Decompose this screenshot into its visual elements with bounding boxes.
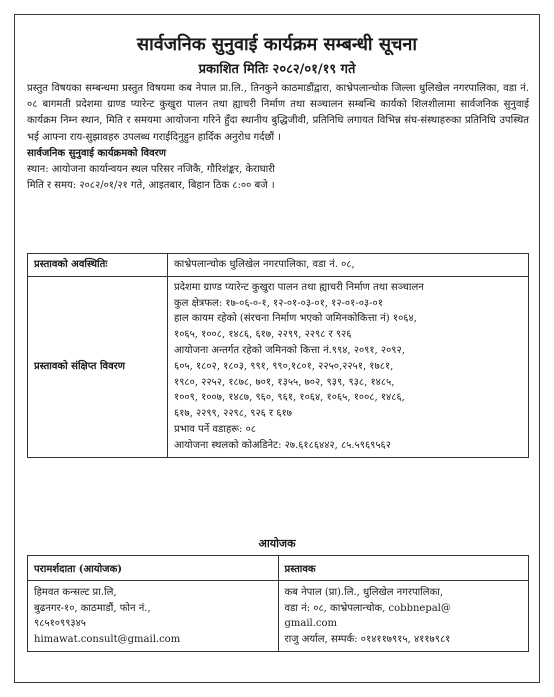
location-label: प्रस्तावको अवस्थितिः xyxy=(28,254,168,277)
consultant-line: हिमवत कन्सल्ट प्रा.लि, xyxy=(34,587,117,598)
summary-line: आयोजना स्थलको कोअडिनेट: २७.६१८६४४२, ८५.५९६९५६२ xyxy=(174,439,391,451)
location-row xyxy=(28,254,529,277)
summary-value xyxy=(168,276,529,457)
notice-title: सार्वजनिक सुनुवाई कार्यक्रम सम्बन्धी सूचना xyxy=(136,34,418,55)
summary-line: १९८०, २२५२, १८७८, ७०१, १३५५, ७०२, ९३९, ९३८, १४८५, xyxy=(174,376,395,388)
summary-line: हाल कायम रहेको (संरचना निर्माण भएको जमिनकोकित्ता नं) १०६४, xyxy=(174,313,417,325)
summary-label: प्रस्तावको संक्षिप्त विवरण xyxy=(28,276,168,457)
proponent-line: वडा नं: ०८, काभ्रेपलान्चोक, cobbnepal@ xyxy=(284,602,451,614)
proponent-details xyxy=(278,581,529,652)
summary-line: प्रदेशमा ग्राण्ड प्यारेन्ट कुखुरा पालन तथा ह्याचरी निर्माण तथा सञ्चालन xyxy=(174,281,424,293)
location-value: काभ्रेपलान्चोक धुलिखेल नगरपालिका, वडा नं. ०८, xyxy=(168,254,529,277)
summary-line: आयोजना अन्तर्गत रहेको जमिनको कित्ता नं.९९४, २०९१, २०९२, xyxy=(174,344,405,356)
proponent-line: कब नेपाल (प्रा).लि., धुलिखेल नगरपालिका, xyxy=(284,587,444,598)
summary-line: १००९, १००७, १४८७, ९६०, ९६१, १०६४, १०६५, १००८, १४८६, xyxy=(174,392,405,404)
proponent-header: प्रस्तावक xyxy=(278,556,529,581)
organizer-table xyxy=(27,555,529,652)
summary-line: १०६५, १००८, १४८६, ६१७, २२९९, २२९८ र ९२६ xyxy=(174,329,352,341)
summary-line: ६०५, १८०२, १८०३, ९९१, ९९०,१८०१, २२५०,२२५१, १७८१, xyxy=(174,360,394,372)
consultant-details xyxy=(28,581,279,652)
summary-line: ६१७, २२९९, २२९८, ९२६ र ६१७ xyxy=(174,408,292,420)
proponent-line: gmail.com xyxy=(284,618,338,629)
summary-line: प्रभाव पर्ने वडाहरू: ०८ xyxy=(174,423,256,435)
consultant-line: बुढनगर-१०, काठमाडौं, फोन नं., xyxy=(34,602,151,614)
summary-line: कुल क्षेत्रफल: १७-०६-०-१, १२-०१-०३-०१, १२-०१-०३-०१ xyxy=(174,297,383,309)
venue-line: स्थान: आयोजना कार्यान्वयन स्थल परिसर नजिकै, गौरिशंङ्कर, केराघारी xyxy=(27,164,275,176)
summary-row xyxy=(28,276,529,457)
notice-page xyxy=(14,14,540,683)
published-date: प्रकाशित मितिः २०८२/०१/१९ गते xyxy=(198,62,356,77)
datetime-line: मिति र समय: २०८२/०१/२१ गते, आइतबार, बिहान ठिक ८:०० बजे । xyxy=(27,180,275,192)
intro-paragraph: प्रस्तुत विषयका सम्बन्धमा प्रस्तुत विषयमा कब नेपाल प्रा.लि., तिनकुने काठमाडौंद्वारा, काभ्रेपलान्चोक जिल्ला धुलिखेल नगरपालिका, वडा नं. ०८ बागमती प्रदेशमा ग्राण्ड प्यारेन्ट कुखुरा पालन तथा ह्याचरी निर्माण तथा सञ्चालन सम्बन्धि कार्यको शिलशीलामा सार्वजनिक सुनुवाई कार्यक्रम निम्न स्थान, मिति र समयमा आयोजना गरिने हुँदा स्थानीय बुद्धिजीवी, प्रतिनिधि लगायत विभिन्न संघ-संस्थाहरुका प्रतिनिधि उपस्थित भई आफ्ना राय-सुझावहरु उपलब्ध गराईदिनुहुन हार्दिक अनुरोध गर्दछौं । xyxy=(27,83,529,143)
notice-body xyxy=(27,81,529,194)
details-heading: सार्वजनिक सुनुवाई कार्यक्रमको विवरण xyxy=(27,147,166,159)
consultant-email[interactable]: himawat.consult@gmail.com xyxy=(34,633,181,645)
proponent-contact: राजु अर्याल, सम्पर्क: ०१४११७९१५, ४११७९८१ xyxy=(284,633,451,645)
proposal-info-table xyxy=(27,253,529,458)
consultant-header: परामर्शदाता (आयोजक) xyxy=(28,556,279,581)
consultant-line: ९८५१०९९३४५ xyxy=(34,618,86,629)
organizer-heading: आयोजक xyxy=(258,537,296,550)
